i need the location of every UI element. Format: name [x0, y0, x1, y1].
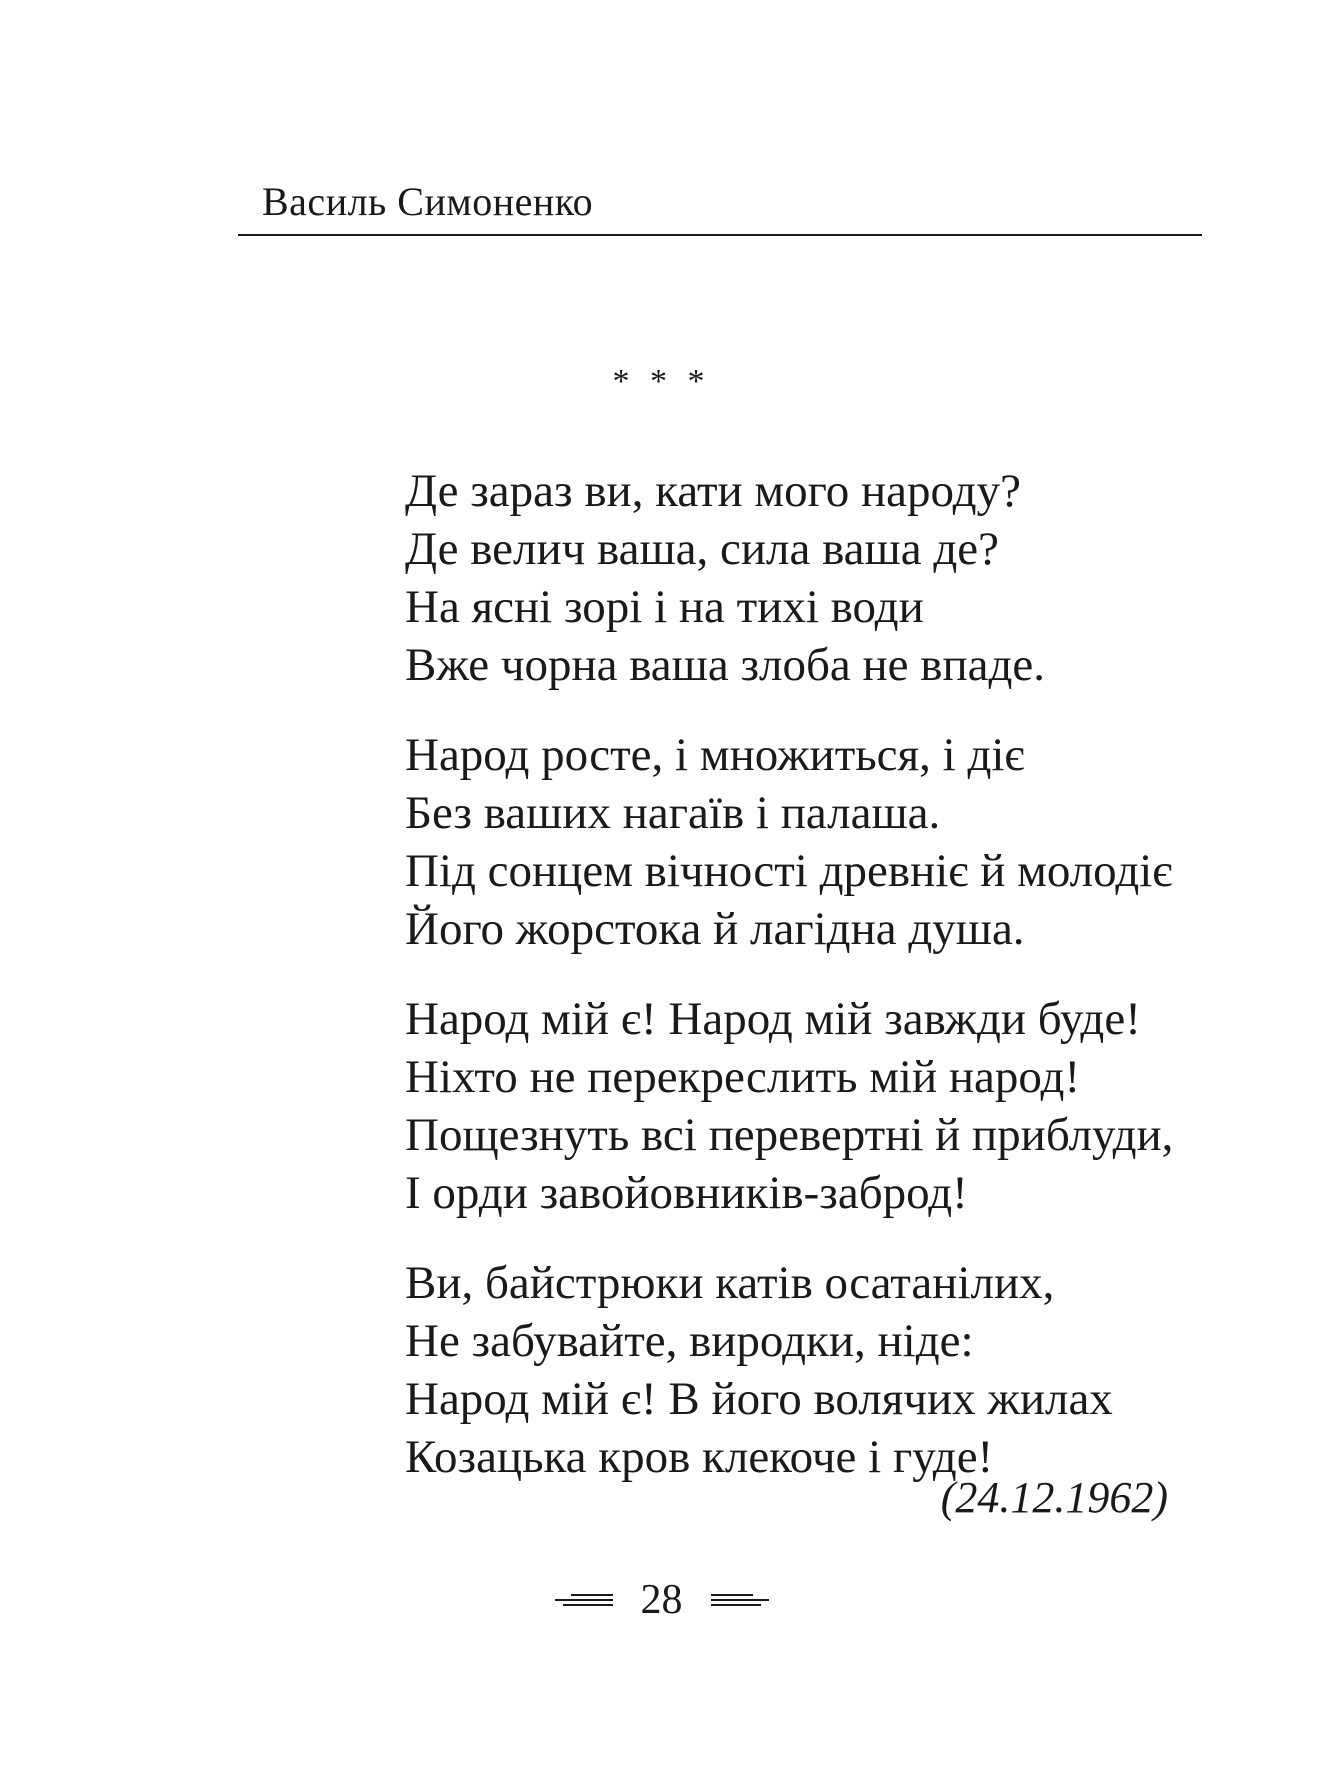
author-name: Василь Симоненко [262, 179, 594, 224]
poem-line: Народ мій є! В його волячих жилах [405, 1373, 1113, 1425]
poem-line: Пощезнуть всі перевертні й приблуди, [405, 1109, 1174, 1161]
poem-line: На ясні зорі і на тихі води [405, 581, 924, 633]
poem-line: І орди завойовників-заброд! [405, 1167, 968, 1219]
poem-line: Під сонцем вічності древніє й молодіє [405, 845, 1173, 897]
poem-line: Його жорстока й лагідна душа. [405, 903, 1025, 955]
stanza [405, 462, 1205, 694]
poem-line: Народ росте, і множиться, і діє [405, 729, 1025, 781]
poem-date: (24.12.1962) [940, 1473, 1168, 1522]
section-ornament: * * * [612, 363, 711, 400]
poem-line: Де зараз ви, кати мого народу? [405, 465, 1021, 517]
stanza [405, 990, 1205, 1222]
page-number: 28 [640, 1577, 683, 1623]
footer-ornament-left [555, 1593, 613, 1607]
poem-line: Без ваших нагаїв і палаша. [405, 787, 941, 839]
poem-line: Вже чорна ваша злоба не впаде. [405, 639, 1045, 691]
poem-line: Ніхто не перекреслить мій народ! [405, 1051, 1081, 1103]
poem-line: Ви, байстрюки катів осатанілих, [405, 1257, 1055, 1309]
poem-line: Не забувайте, виродки, ніде: [405, 1315, 974, 1367]
header-rule [238, 234, 1202, 236]
running-header [238, 178, 1202, 240]
stanza [405, 726, 1205, 958]
poem-line: Народ мій є! Народ мій завжди буде! [405, 993, 1141, 1045]
poem-line: Де велич ваша, сила ваша де? [405, 523, 999, 575]
stanza [405, 1254, 1205, 1486]
footer-ornament-right [711, 1593, 769, 1607]
page-footer [0, 1570, 1323, 1630]
poem [405, 462, 1205, 1518]
poem-line: Козацька кров клекоче і гуде! [405, 1431, 994, 1483]
